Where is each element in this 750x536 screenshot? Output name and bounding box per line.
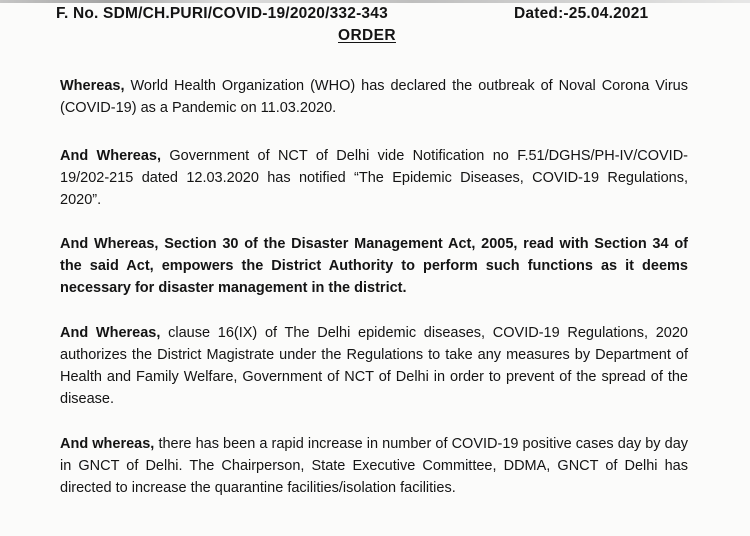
paragraph-lead: And Whereas, xyxy=(60,236,159,252)
paragraph-text: Government of NCT of Delhi vide Notification no F.51/DGHS/PH-IV/COVID-19/202-215 dated 12.03.2020 has notified “The Epidemic Diseases, COVID-19 Regulations, 2020”. xyxy=(60,148,689,208)
paragraph-lead: And Whereas, xyxy=(60,148,162,164)
whereas-paragraph-2 xyxy=(60,145,688,211)
whereas-paragraph-5 xyxy=(60,433,688,499)
whereas-paragraph-4 xyxy=(60,322,688,410)
paragraph-lead: And Whereas, xyxy=(60,325,161,341)
document-header xyxy=(56,5,746,27)
paragraph-lead: And whereas, xyxy=(60,436,155,452)
order-title: ORDER xyxy=(338,27,396,44)
paragraph-text: Section 30 of the Disaster Management Act, 2005, read with Section 34 of the said Act, empowers the District Authority to perform such functions as it deems necessary for disaster management in the district. xyxy=(60,236,689,296)
whereas-paragraph-3 xyxy=(60,233,688,299)
cropped-top-line xyxy=(0,0,750,3)
paragraph-text: World Health Organization (WHO) has declared the outbreak of Noval Corona Virus (COVID-19) as a Pandemic on 11.03.2020. xyxy=(60,78,688,116)
whereas-paragraph-1 xyxy=(60,75,688,119)
paragraph-text: clause 16(IX) of The Delhi epidemic diseases, COVID-19 Regulations, 2020 authorizes the District Magistrate under the Regulations to take any measures by Department of Health and Family Welfare, Government of NCT of Delhi in order to prevent of the spread of the disease. xyxy=(60,325,688,407)
file-number: F. No. SDM/CH.PURI/COVID-19/2020/332-343 xyxy=(56,5,388,22)
paragraph-text: there has been a rapid increase in number of COVID-19 positive cases day by day in GNCT of Delhi. The Chairperson, State Executive Committee, DDMA, GNCT of Delhi has directed to increase the quarantine facilities/isolation facilities. xyxy=(60,436,689,496)
document-date: Dated:-25.04.2021 xyxy=(514,5,649,22)
paragraph-lead: Whereas, xyxy=(60,78,125,94)
